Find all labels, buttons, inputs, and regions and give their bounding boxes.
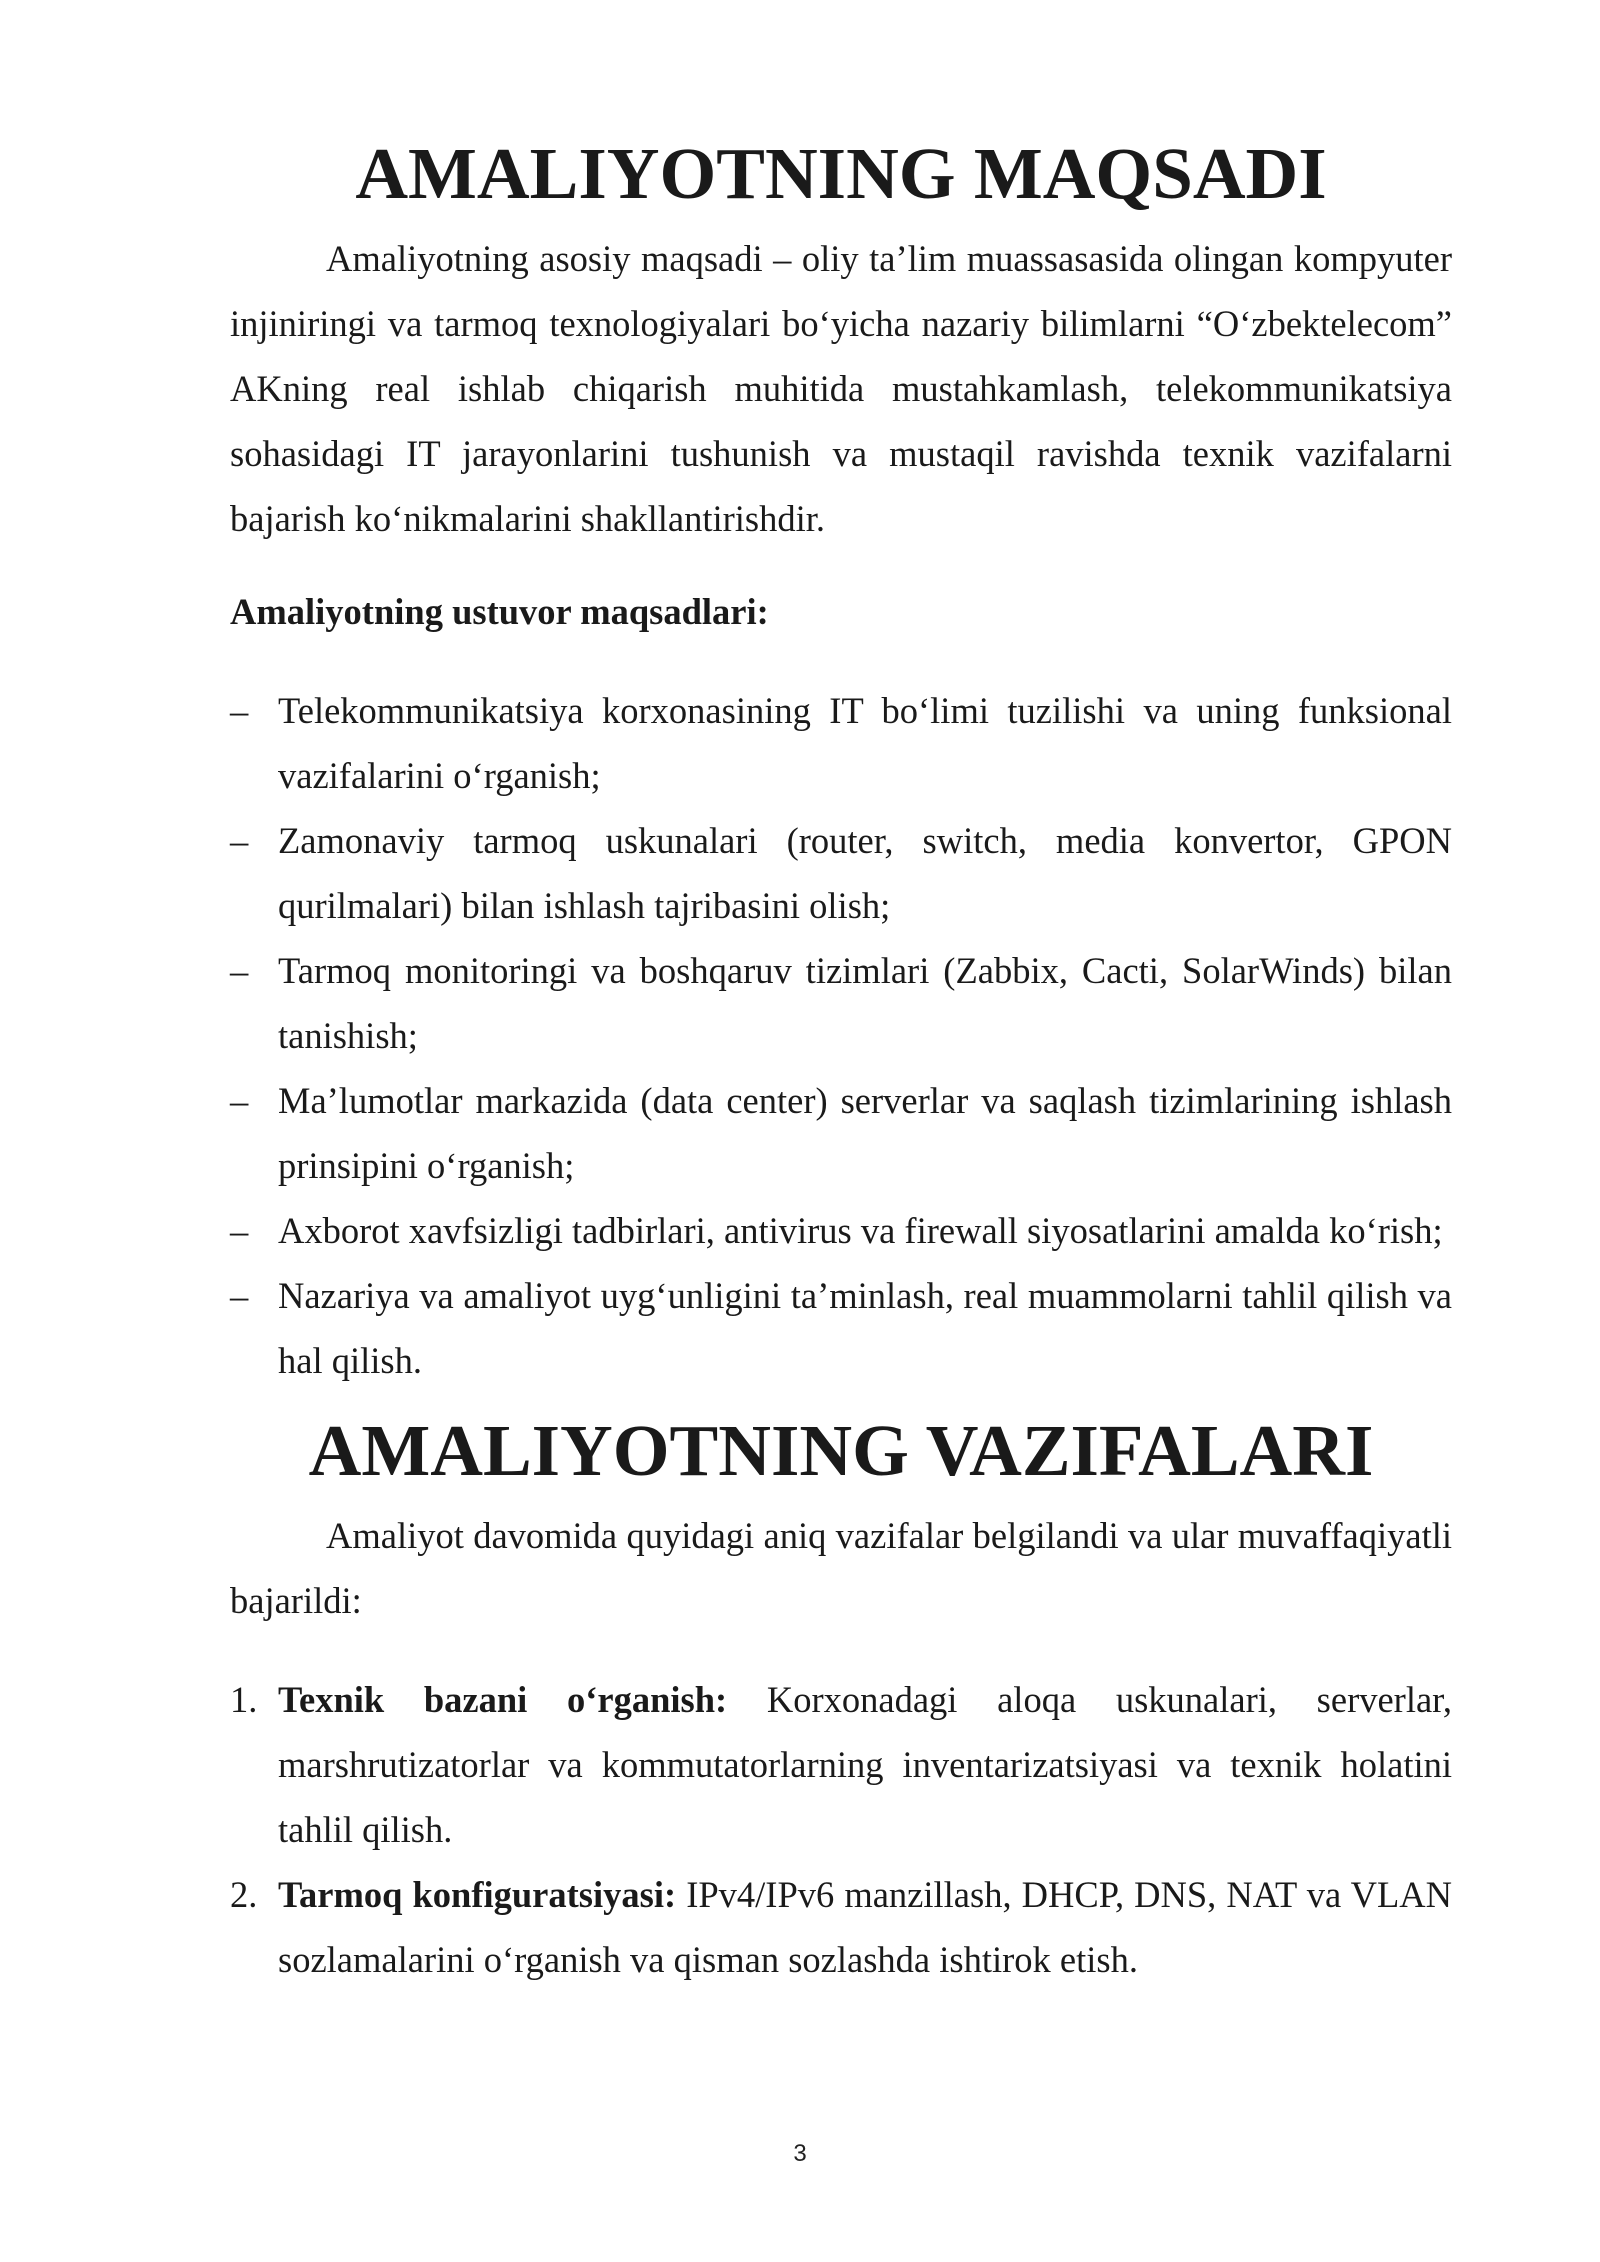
goal-text: Axborot xavfsizligi tadbirlari, antivirus va firewall siyosatlarini amalda ko‘rish; [278, 1210, 1443, 1251]
goal-text: Nazariya va amaliyot uyg‘unligini ta’minlash, real muammolarni tahlil qilish va hal qilish. [278, 1275, 1452, 1381]
list-item [230, 1667, 1452, 1862]
goal-text: Ma’lumotlar markazida (data center) serverlar va saqlash tizimlarining ishlash prinsipini o‘rganish; [278, 1080, 1452, 1186]
document-page [230, 133, 1453, 1992]
goal-text: Telekommunikatsiya korxonasining IT bo‘limi tuzilishi va uning funksional vazifalarini o‘rganish; [278, 690, 1452, 796]
dash-marker: – [230, 1275, 249, 1316]
list-item [230, 1263, 1452, 1393]
section-paragraph-vazifalari: Amaliyot davomida quyidagi aniq vazifalar belgilandi va ular muvaffaqiyatli bajarildi: [230, 1515, 1452, 1621]
tasks-list [230, 1667, 1452, 1992]
task-text: IPv4/IPv6 manzillash, DHCP, DNS, NAT va VLAN sozlamalarini o‘rganish va qisman sozlashda ishtirok etish. [278, 1874, 1453, 1980]
section-title-maqsadi: AMALIYOTNING MAQSADI [355, 133, 1327, 214]
dash-marker: – [230, 690, 249, 731]
list-item [230, 1862, 1452, 1992]
list-item [230, 1198, 1452, 1263]
subheading-ustuvor-maqsadlar: Amaliyotning ustuvor maqsadlari: [230, 591, 769, 632]
list-item [230, 938, 1452, 1068]
goals-list [230, 678, 1452, 1393]
task-text: Korxonadagi aloqa uskunalari, serverlar, marshrutizatorlar va kommutatorlarning inventarizatsiyasi va texnik holatini tahlil qilish. [278, 1679, 1452, 1850]
section-title-vazifalari: AMALIYOTNING VAZIFALARI [308, 1410, 1374, 1491]
list-item [230, 808, 1452, 938]
task-lead: Tarmoq konfiguratsiyasi: [278, 1874, 677, 1915]
dash-marker: – [230, 1210, 249, 1251]
task-lead: Texnik bazani o‘rganish: [278, 1679, 728, 1720]
list-item [230, 678, 1452, 808]
dash-marker: – [230, 950, 249, 991]
list-item [230, 1068, 1452, 1198]
task-number: 1. [230, 1679, 258, 1720]
page-number: 3 [793, 2140, 807, 2167]
dash-marker: – [230, 820, 249, 861]
dash-marker: – [230, 1080, 249, 1121]
task-number: 2. [230, 1874, 258, 1915]
goal-text: Zamonaviy tarmoq uskunalari (router, switch, media konvertor, GPON qurilmalari) bilan ishlash tajribasini olish; [278, 820, 1452, 926]
section-paragraph-maqsadi: Amaliyotning asosiy maqsadi – oliy ta’lim muassasasida olingan kompyuter injiniringi va tarmoq texnologiyalari bo‘yicha nazariy bilimlarni “O‘zbektelecom” AKning real ishlab chiqarish muhitida mustahkamlash, telekommunikatsiya sohasidagi IT jarayonlarini tushunish va mustaqil ravishda texnik vazifalarni bajarish ko‘nikmalarini shakllantirishdir. [230, 238, 1452, 539]
goal-text: Tarmoq monitoringi va boshqaruv tizimlari (Zabbix, Cacti, SolarWinds) bilan tanishish; [278, 950, 1452, 1056]
